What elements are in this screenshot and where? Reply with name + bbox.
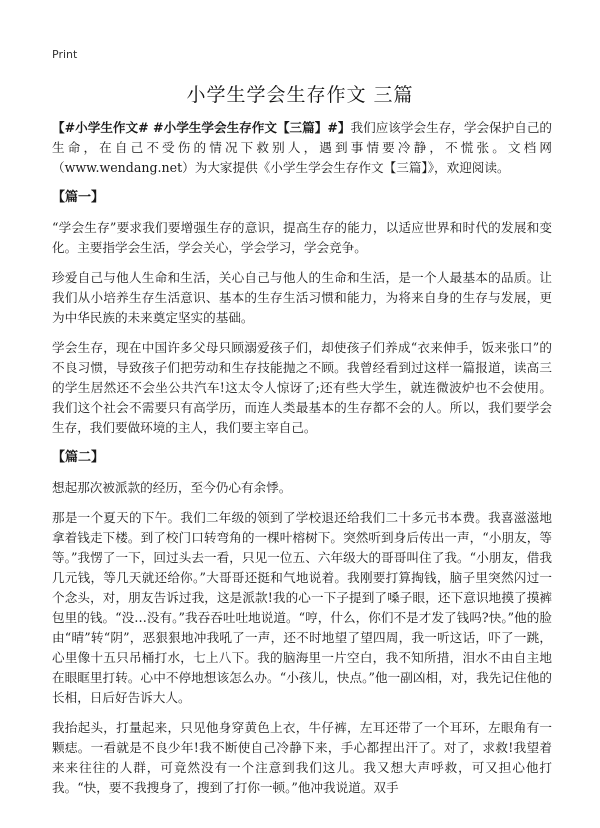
intro-paragraph xyxy=(52,118,552,178)
print-label[interactable]: Print xyxy=(52,48,78,61)
article-body xyxy=(52,118,552,808)
section-1-paragraph-3: 学会生存，现在中国许多父母只顾溺爱孩子们，却使孩子们养成“衣来伸手，饭来张口”的不良习惯，导致孩子们把劳动和生存技能抛之不顾。我曾经看到过这样一篇报道，读高三的学生居然还不会坐公共汽车!这太令人惊讶了;还有些大学生，就连微波炉也不会使用。我们这个社会不需要只有高学历，而连人类最基本的生存都不会的人。所以，我们要学会生存，我们要做环境的主人，我们要主宰自己。 xyxy=(52,340,552,435)
section-2-paragraph-3: 我抬起头，打量起来，只见他身穿黄色上衣，牛仔裤，左耳还带了一个耳环，左眼角有一颗痣。一看就是不良少年!我不断使自己冷静下来，手心都捏出汗了。对了，求救!我望着来来往往的人群，可竟然没有一个注意到我们这儿。我又想大声呼救，可又担心他打我。“快，要不我搜身了，搜到了打你一顿。”他冲我说道。双手 xyxy=(52,720,552,795)
section-heading-2: 【篇二】 xyxy=(52,450,105,465)
section-2-paragraph-1: 想起那次被派款的经历，至今仍心有余悸。 xyxy=(52,480,292,495)
page-title: 小学生学会生存作文 三篇 xyxy=(186,84,414,106)
section-2-paragraph-2: 那是一个夏天的下午。我们二年级的领到了学校退还给我们二十多元书本费。我喜滋滋地拿着钱走下楼。到了校门口转弯角的一棵叶榕树下。突然听到身后传出一声，“小朋友，等等。”我愣了一下，回过头去一看，只见一位五、六年级大的哥哥叫住了我。“小朋友，借我几元钱，等几天就还给你。”大哥哥还挺和气地说着。我刚要打算掏钱，脑子里突然闪过一个念头，对，朋友告诉过我，这是派款!我的心一下子提到了嗓子眼，还下意识地摸了摸裤包里的钱。“没…没有。”我吞吞吐吐地说道。“哼，什么，你们不是才发了钱吗?快。”他的脸由“晴”转“阴”，恶狠狠地冲我吼了一声，还不时地望了望四周，我一听这话，吓了一跳，心里像十五只吊桶打水，七上八下。我的脑海里一片空白，我不知所措，泪水不由自主地在眼眶里打转。心中不停地想该怎么办。“小孩儿，快点。”他一副凶相，对，我先记住他的长相，日后好告诉大人。 xyxy=(52,510,552,705)
section-1-paragraph-2: 珍爱自己与他人生命和生活，关心自己与他人的生命和生活，是一个人最基本的品质。让我们从小培养生存生活意识、基本的生存生活习惯和能力，为将来自身的生存与发展，更为中华民族的未来奠定坚实的基础。 xyxy=(52,270,552,325)
intro-text: 我们应该学会生存，学会保护自己的生命，在自己不受伤的情况下救别人，遇到事情要冷静，不慌张。文档网（www.wendang.net）为大家提供《小学生学会生存作文【三篇】》，欢迎阅读。 xyxy=(52,120,553,175)
section-heading-1: 【篇一】 xyxy=(52,190,105,205)
section-1-paragraph-1: “学会生存”要求我们要增强生存的意识，提高生存的能力，以适应世界和时代的发展和变化。主要指学会生活，学会关心，学会学习，学会竞争。 xyxy=(52,220,552,255)
intro-tag: 【#小学生作文# #小学生学会生存作文【三篇】#】 xyxy=(52,120,351,135)
